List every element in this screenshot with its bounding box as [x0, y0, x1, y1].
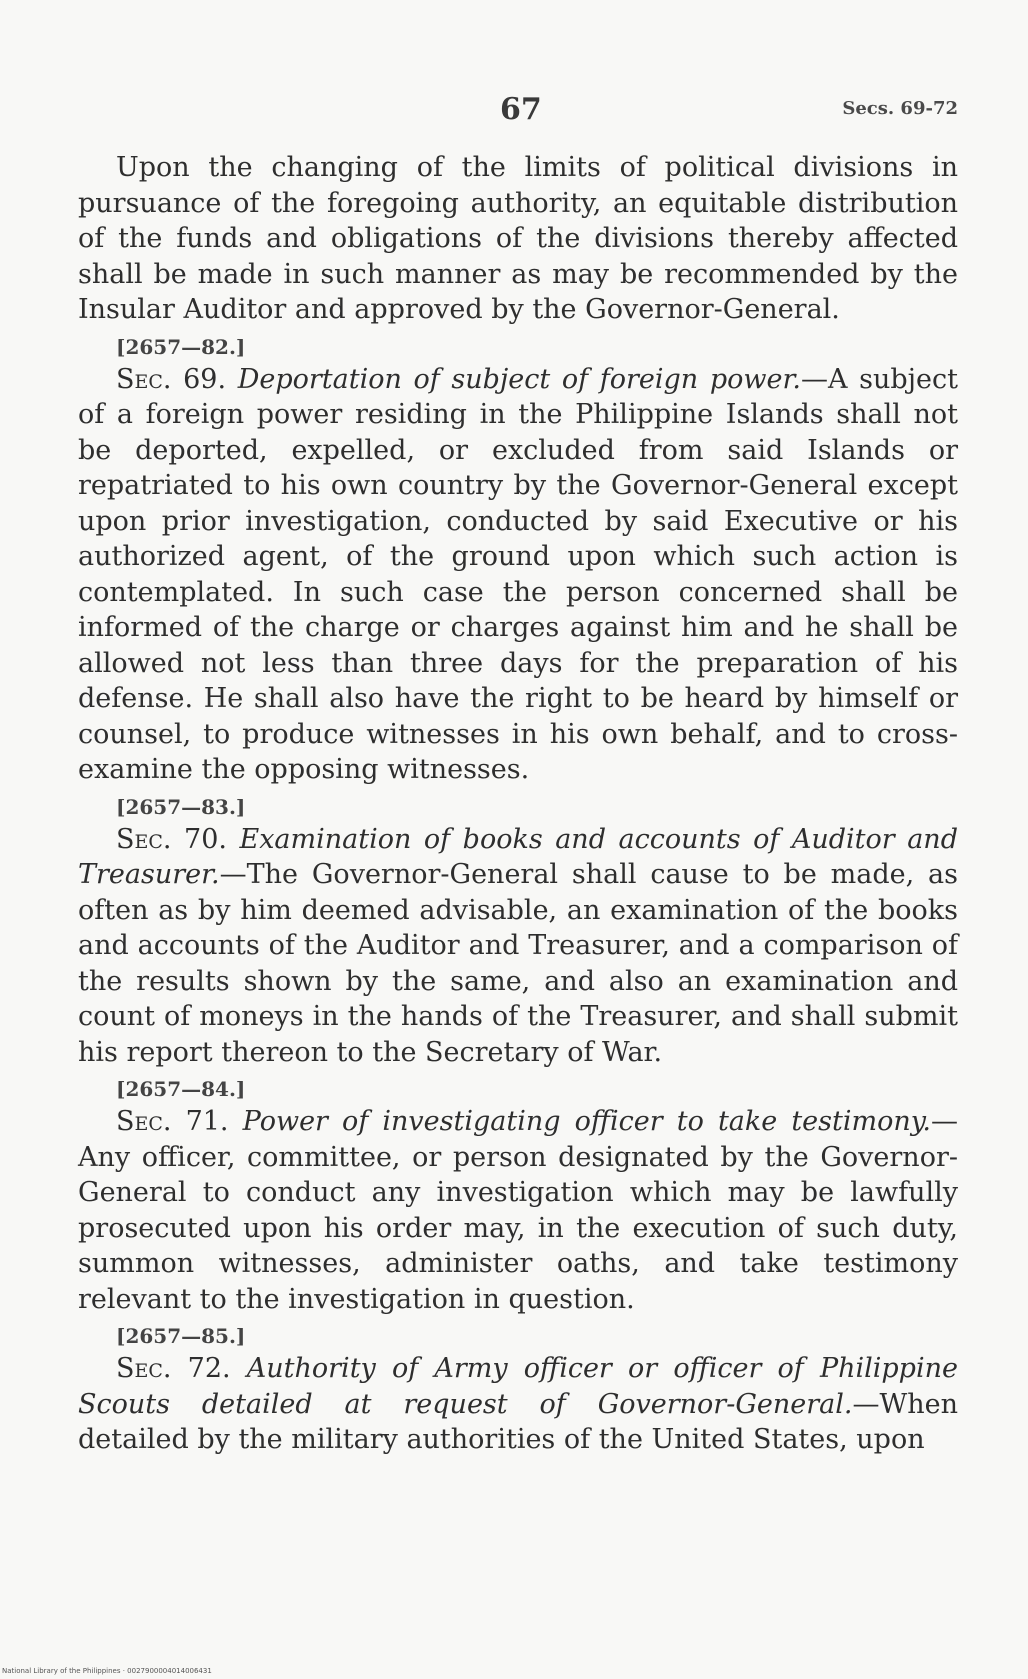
section-70-title: Examination of books and accounts of Auditor and Treasurer. [78, 823, 958, 890]
section-69-title: Deportation of subject of foreign power. [237, 363, 801, 395]
section-71-title: Power of investigating officer to take testimony. [242, 1106, 932, 1137]
section-71 [78, 1104, 958, 1317]
citation-69: [2657—82.] [116, 334, 246, 359]
section-72 [78, 1351, 958, 1458]
section-71-text: —Any officer, committee, or person designated by the Governor-General to conduct any investigation which may be lawfully prosecuted upon his order may, in the execution of such duty, summon witnesses, administer oaths, and take testimony relevant to the investigation in question. [78, 1106, 959, 1315]
section-72-text: —When detailed by the military authorities of the United States, upon [78, 1388, 958, 1455]
citation-70: [2657—83.] [116, 794, 246, 819]
section-72-title: Authority of Army officer or officer of Philippine Scouts detailed at request of Governor-General. [78, 1353, 958, 1420]
section-70 [78, 822, 958, 1071]
intro-paragraph: Upon the changing of the limits of political divisions in pursuance of the foregoing authority, an equitable distribution of the funds and obligations of the divisions thereby affected shall be made in such manner as may be recommended by the Insular Auditor and approved by the Governor-General. [78, 152, 958, 325]
page-number: 67 [500, 92, 542, 127]
section-69-label: Sec. 69. [116, 363, 227, 395]
page-header [0, 92, 1028, 128]
scan-source-id: National Library of the Philippines · 0027900004014006431 [2, 1667, 212, 1675]
section-71-label: Sec. 71. [116, 1106, 229, 1137]
section-72-label: Sec. 72. [116, 1353, 231, 1384]
body-text [78, 150, 958, 1458]
citation-72: [2657—85.] [116, 1324, 246, 1348]
section-69 [78, 362, 958, 788]
section-70-label: Sec. 70. [116, 823, 227, 855]
section-69-text: —A subject of a foreign power residing in the Philippine Islands shall not be deported, expelled, or excluded from said Islands or repatriated to his own country by the Governor-General except upon prior investigation, conducted by said Executive or his authorized agent, of the ground upon which such action is contemplated. In such case the person concerned shall be informed of the charge or charges against him and he shall be allowed not less than three days for the preparation of his defense. He shall also have the right to be heard by himself or counsel, to produce witnesses in his own behalf, and to cross-examine the opposing witnesses. [78, 363, 958, 785]
section-70-text: —The Governor-General shall cause to be made, as often as by him deemed advisable, an examination of the books and accounts of the Auditor and Treasurer, and a comparison of the results shown by the same, and also an examination and count of moneys in the hands of the Treasurer, and shall submit his report thereon to the Secretary of War. [78, 859, 958, 1068]
citation-71: [2657—84.] [116, 1077, 246, 1101]
section-range: Secs. 69-72 [842, 98, 958, 119]
